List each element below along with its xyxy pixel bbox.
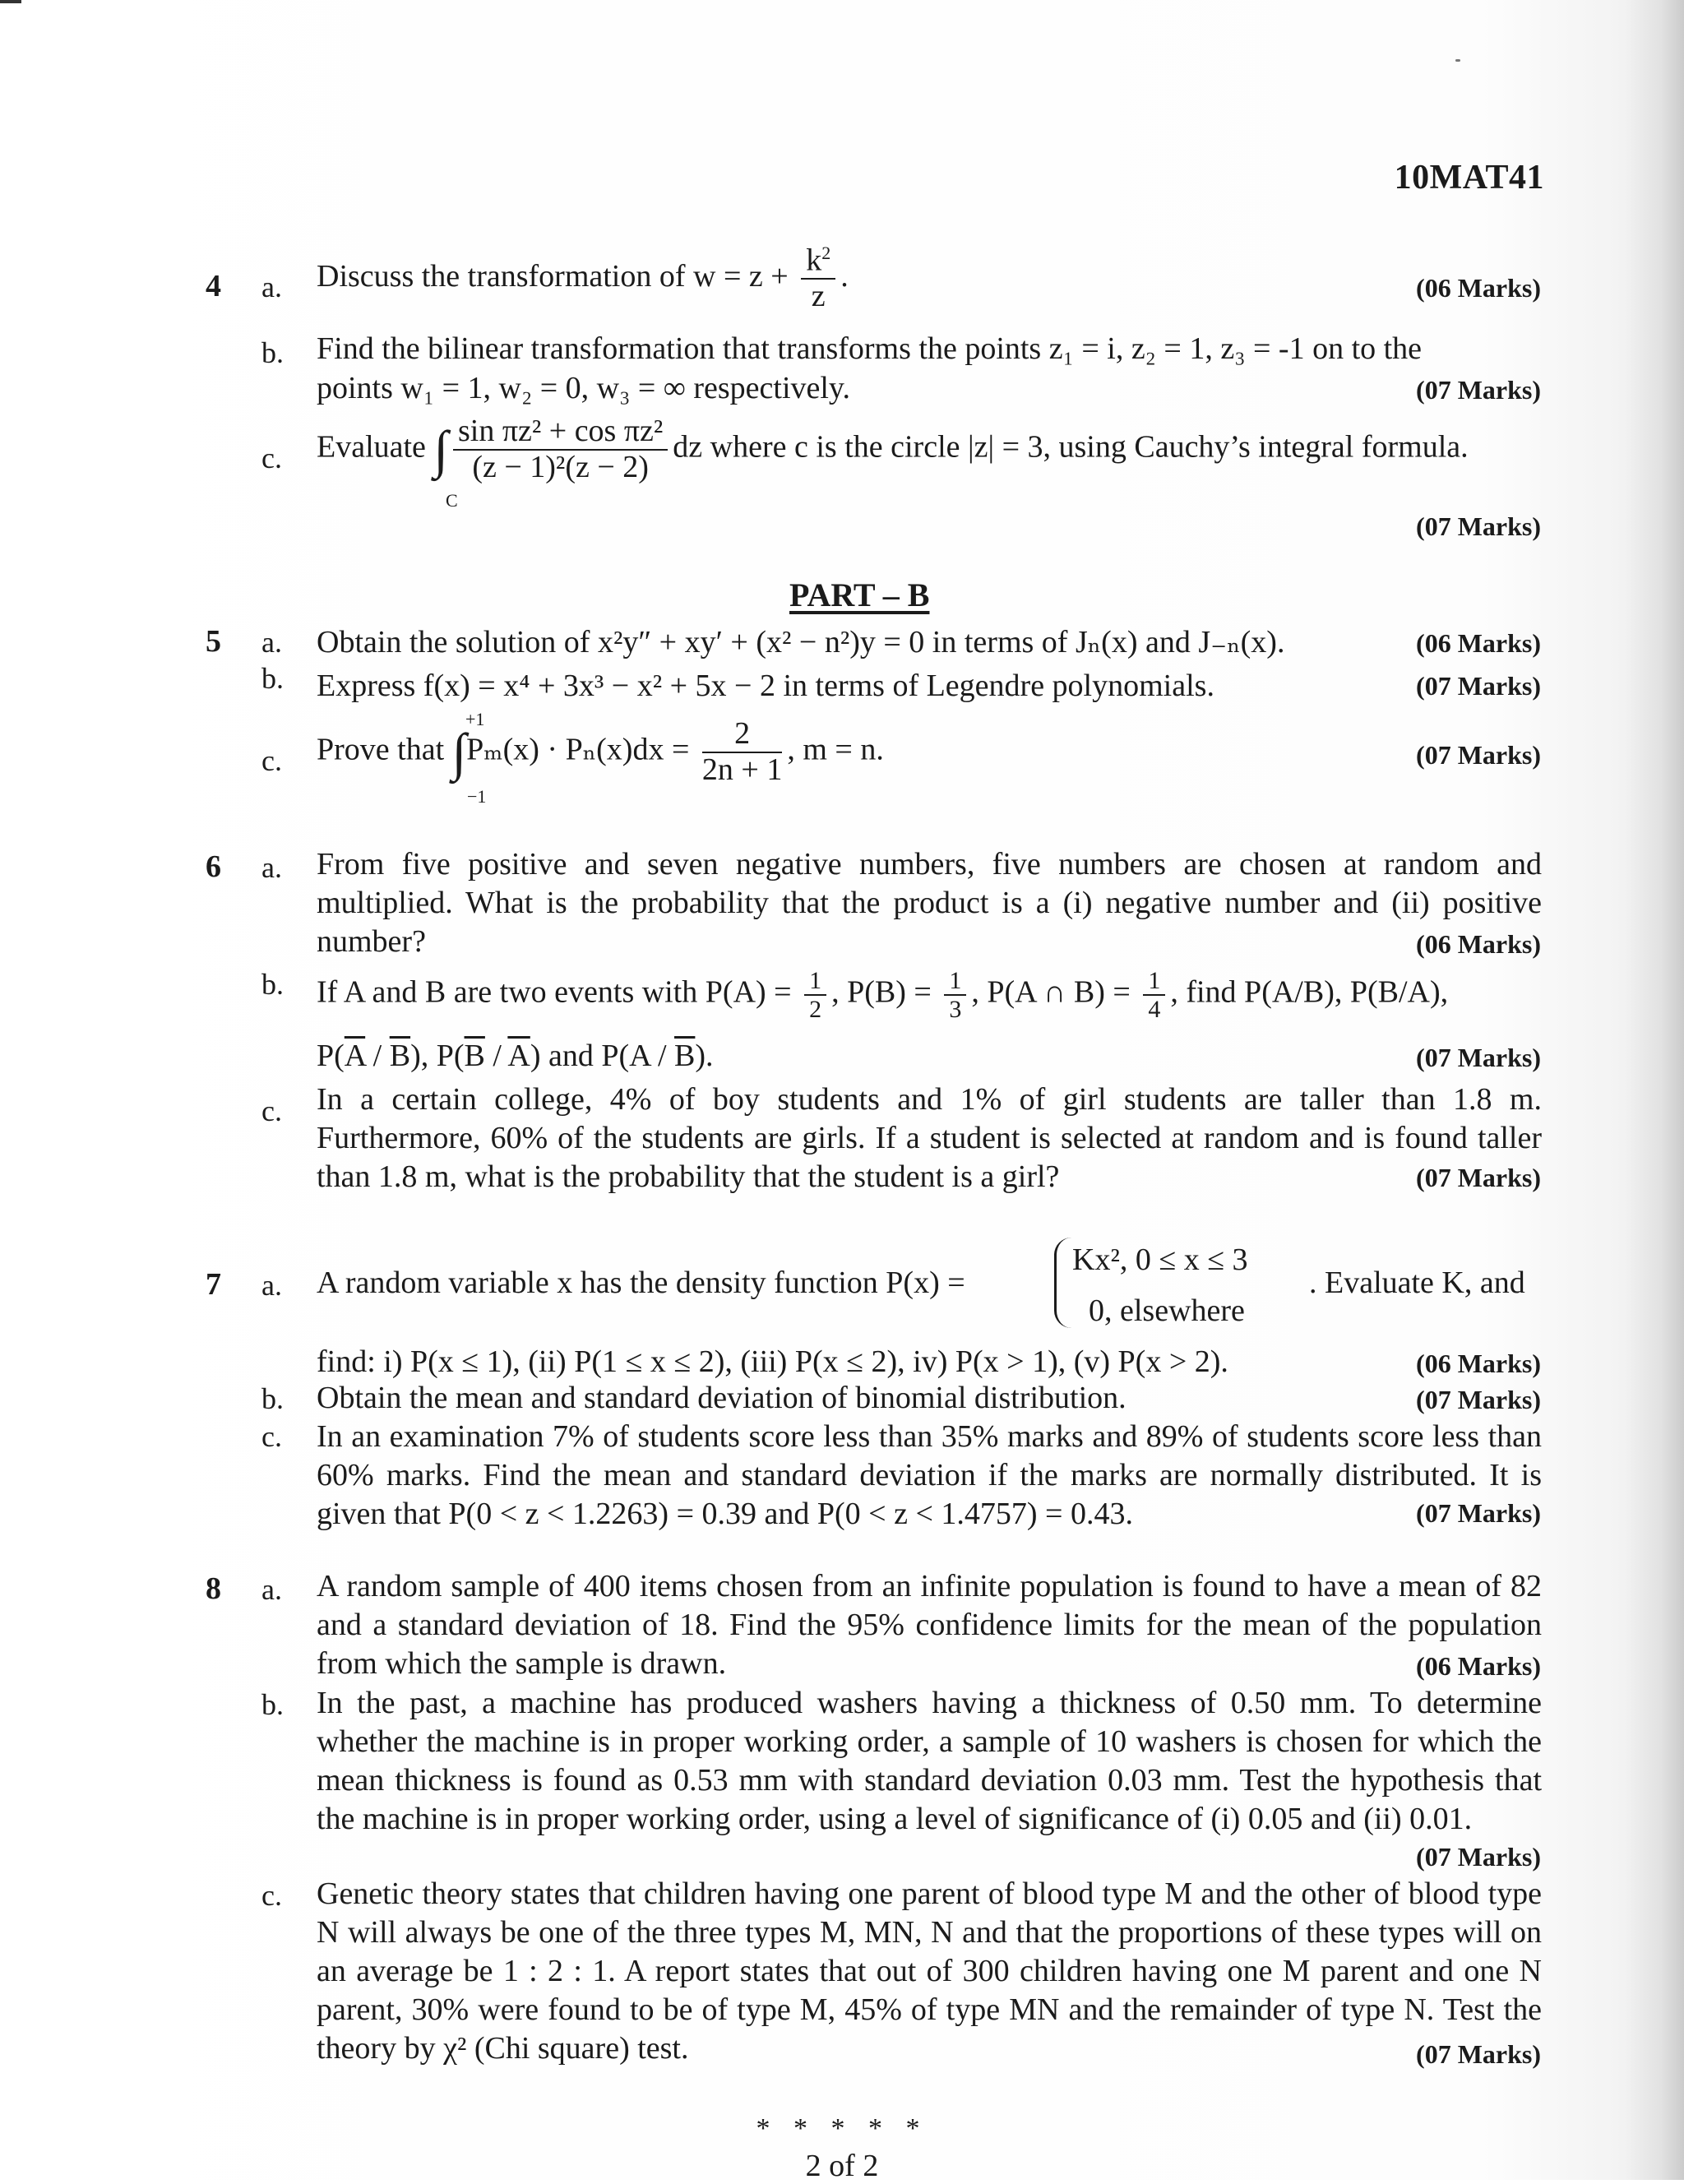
- q6a-text: From five positive and seven negative numbers, five numbers are chosen at random and multiplied. What is the probability that the product is a (i) negative number and (ii) positive number?: [317, 847, 1542, 959]
- marks: (06 Marks): [1416, 628, 1541, 658]
- subpart-label: a.: [261, 626, 282, 659]
- marks: (07 Marks): [1416, 740, 1541, 770]
- subpart-label: c.: [261, 1094, 282, 1127]
- subpart-label: b.: [261, 336, 284, 369]
- subpart-label: c.: [261, 442, 282, 474]
- integral-sign: ∫: [433, 419, 448, 479]
- marks: (06 Marks): [1416, 1651, 1541, 1681]
- part-heading: PART – B: [789, 576, 930, 613]
- question-number: 4: [206, 269, 221, 303]
- subpart-label: b.: [261, 1688, 284, 1721]
- subpart-label: b.: [261, 662, 284, 695]
- subpart-label: c.: [261, 1879, 282, 1912]
- question-number: 8: [206, 1571, 221, 1606]
- scan-mark: [0, 0, 21, 3]
- q8a-text: A random sample of 400 items chosen from an infinite population is found to have a mean of 82 and a standard deviation of 18. Find the 95% confidence limits for the mean of the population from which the sample is drawn.: [317, 1569, 1542, 1681]
- marks: (06 Marks): [1416, 273, 1541, 303]
- question-number: 5: [206, 624, 221, 659]
- q6c-text: In a certain college, 4% of boy students and 1% of girl students are taller than 1.8 m. Furthermore, 60% of the students are girls. If a student is selected at random and is found taller than 1.8 m, what is the probability that the student is a girl?: [317, 1082, 1542, 1194]
- q8c-text: Genetic theory states that children having one parent of blood type M and the other of blood type N will always be one of the three types M, MN, N and that the proportions of these types will on an average be 1 : 2 : 1. A report states that out of 300 children having one M parent and one N parent, 30% were found to be of type M, 45% of type MN and the remainder of type N. Test the theory by χ² (Chi square) test.: [317, 1876, 1542, 2066]
- q6b-line1: If A and B are two events with P(A) = $\frac{1}{2}$ , P(B) = $\frac{1}{3}$ , P(A ∩ B) = $\frac{1}{4}$ , find P(A/B), P(B/A),: [317, 967, 1449, 1023]
- q7a-text-end: . Evaluate K, and: [1309, 1266, 1525, 1300]
- subpart-label: c.: [261, 1420, 282, 1453]
- subpart-label: a.: [261, 1269, 282, 1302]
- question-number: 6: [206, 849, 221, 884]
- q5c-text: Prove that ∫Pₘ(x) · Pₙ(x)dx = $\frac{2}{2n + 1}$ , m = n.: [317, 716, 884, 787]
- marks: (07 Marks): [1416, 511, 1541, 541]
- subpart-label: c.: [261, 744, 282, 777]
- q6b-line2: $P(\overline{A} / \overline{B})$, $P(\overline{B} / \overline{A})$ and $P(A / \overline{B})$.: [317, 1039, 714, 1073]
- fraction: $\frac{1}{2}$: [804, 967, 826, 1023]
- marks: (07 Marks): [1416, 375, 1541, 405]
- marks: (07 Marks): [1416, 1842, 1541, 1872]
- fraction: $\frac{1}{4}$: [1143, 967, 1165, 1023]
- q7b-text: Obtain the mean and standard deviation of binomial distribution.: [317, 1381, 1127, 1415]
- fraction: $\frac{2}{2n + 1}$: [701, 716, 783, 787]
- q7a-text: A random variable x has the density function P(x) =: [317, 1266, 965, 1300]
- q7a-line2: find: i) P(x ≤ 1), (ii) P(1 ≤ x ≤ 2), (iii) P(x ≤ 2), iv) P(x > 1), (v) P(x > 2).: [317, 1344, 1228, 1379]
- density-case-1: Kx², 0 ≤ x ≤ 3: [1072, 1242, 1248, 1277]
- page-number: 2 of 2: [805, 2149, 879, 2183]
- paper-code: 10MAT41: [1394, 159, 1544, 197]
- lower-limit: −1: [467, 786, 487, 807]
- q4c-text: Evaluate ∫ $\frac{\text{sin πz² + cos πz²}}{\text{(z − 1)²(z − 2)}}$ dz where c is the circle |z| = 3, using Cauchy’s integral formula.: [317, 414, 1469, 484]
- q7c-text: In an examination 7% of students score less than 35% marks and 89% of students score less than 60% marks. Find the mean and standard deviation if the marks are normally distributed. It is given that P(0 < z < 1.2263) = 0.39 and P(0 < z < 1.4757) = 0.43.: [317, 1419, 1542, 1531]
- fraction: $\frac{k^2}{z}$: [801, 243, 835, 314]
- subpart-label: b.: [261, 1382, 284, 1415]
- upper-limit: +1: [465, 709, 485, 729]
- marks: (06 Marks): [1416, 929, 1541, 959]
- scan-shadow: [1626, 0, 1684, 2180]
- marks: (07 Marks): [1416, 1385, 1541, 1414]
- marks: (07 Marks): [1416, 1043, 1541, 1072]
- fraction: $\frac{1}{3}$: [944, 967, 966, 1023]
- q8b-text: In the past, a machine has produced washers having a thickness of 0.50 mm. To determine whether the machine is in proper working order, a sample of 10 washers is chosen for which the mean thickness is found as 0.53 mm with standard deviation 0.03 mm. Test the hypothesis that the machine is in proper working order, using a level of significance of (i) 0.05 and (ii) 0.01.: [317, 1686, 1542, 1836]
- subpart-label: a.: [261, 271, 282, 303]
- integral-sign: ∫: [451, 722, 467, 781]
- q4b-line1: Find the bilinear transformation that transforms the points z₁ = i, z₂ = 1, z₃ = -1 on to the: [317, 331, 1423, 366]
- q5b-text: Express f(x) = x⁴ + 3x³ − x² + 5x − 2 in terms of Legendre polynomials.: [317, 669, 1214, 703]
- marks: (07 Marks): [1416, 2039, 1541, 2069]
- marks: (07 Marks): [1416, 671, 1541, 701]
- q4b-line2: points w₁ = 1, w₂ = 0, w₃ = ∞ respectively.: [317, 371, 850, 405]
- marks: (07 Marks): [1416, 1498, 1541, 1528]
- brace: [1054, 1238, 1071, 1328]
- end-stars: * * * * *: [756, 2113, 928, 2144]
- subpart-label: b.: [261, 968, 284, 1001]
- scan-speck: [1455, 59, 1460, 62]
- subpart-label: a.: [261, 1573, 282, 1606]
- integral-contour-label: C: [446, 490, 458, 511]
- q4a-text: Discuss the transformation of w = z + $\frac{k^2}{z}$ .: [317, 243, 849, 314]
- marks: (06 Marks): [1416, 1349, 1541, 1378]
- question-number: 7: [206, 1267, 221, 1302]
- q5a-text: Obtain the solution of x²y″ + xy′ + (x² − n²)y = 0 in terms of Jₙ(x) and J₋ₙ(x).: [317, 625, 1285, 659]
- subpart-label: a.: [261, 851, 282, 884]
- density-case-2: 0, elsewhere: [1089, 1293, 1245, 1328]
- marks: (07 Marks): [1416, 1163, 1541, 1192]
- fraction: $\frac{\text{sin πz² + cos πz²}}{\text{(z − 1)²(z − 2)}}$: [453, 414, 668, 485]
